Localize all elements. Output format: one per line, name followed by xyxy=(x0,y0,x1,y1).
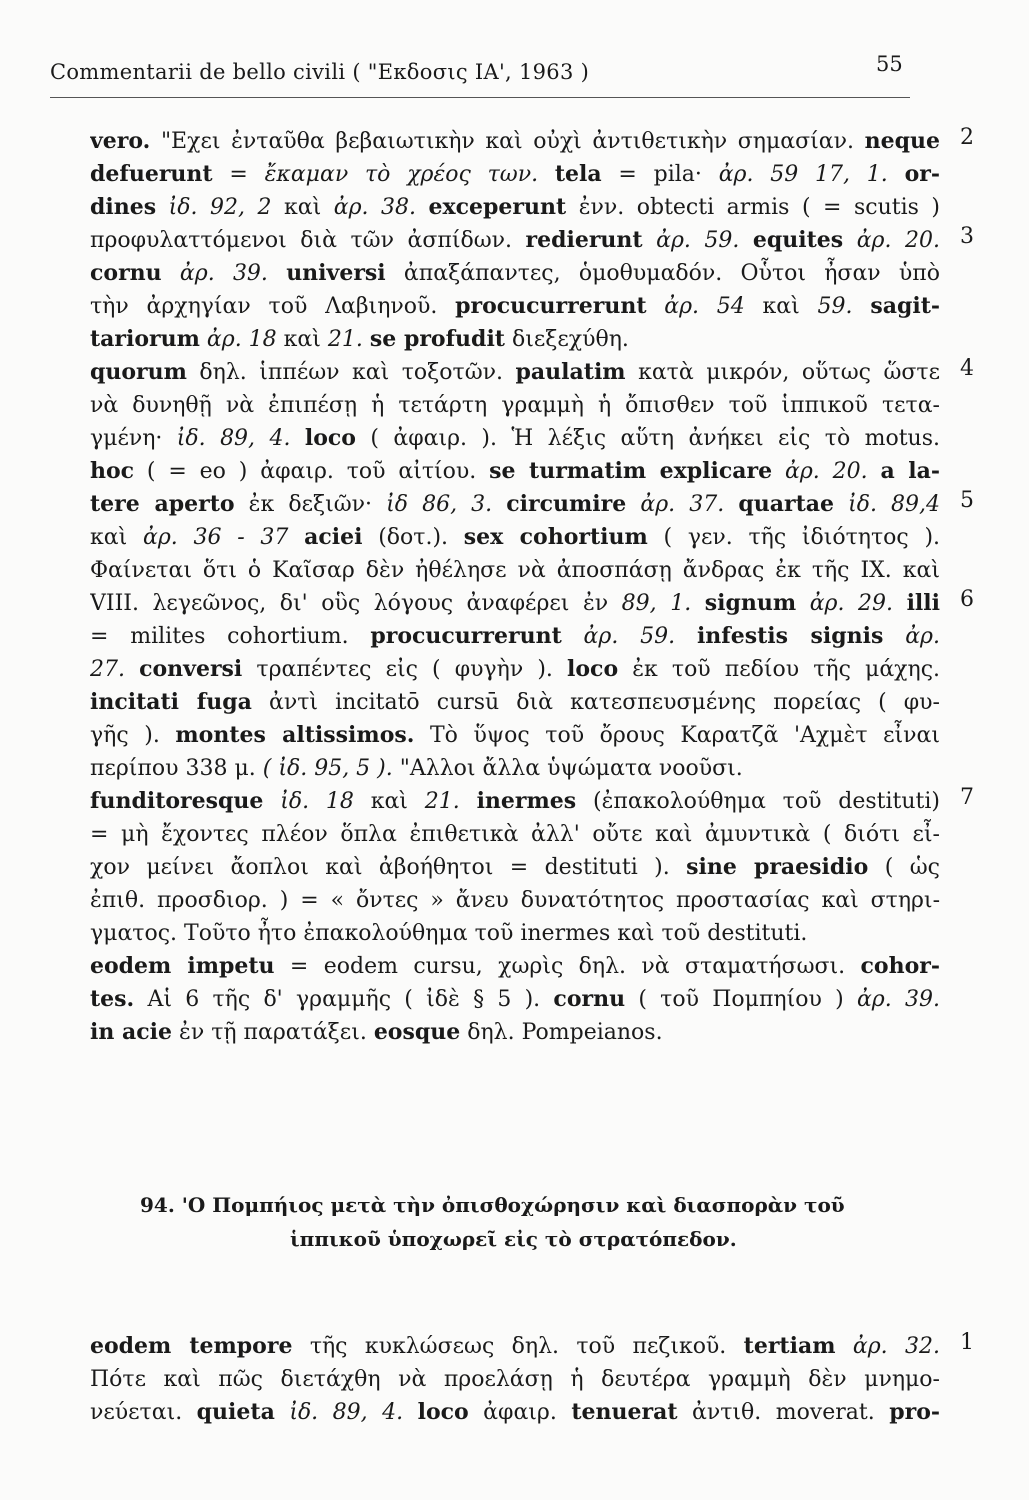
section-heading xyxy=(140,1188,880,1256)
paragraph-number: 4 xyxy=(960,356,974,381)
line-text: = μὴ ἔχοντες πλέον ὅπλα ἐπιθετικὰ ἀλλ' οὔτε καὶ ἀμυντικὰ ( διότι εἶ- xyxy=(90,822,940,847)
page-number: 55 xyxy=(876,52,903,76)
line-text: tes. Αἱ 6 τῆς δ' γραμμῆς ( ἰδὲ § 5 ). cornu ( τοῦ Πομπηίου ) ἀρ. 39. xyxy=(90,986,940,1012)
header-rule xyxy=(50,97,910,98)
paragraph-number: 6 xyxy=(960,587,974,612)
section-heading-line-2: ἱππικοῦ ὑποχωρεῖ εἰς τὸ στρατόπεδον. xyxy=(290,1227,737,1251)
text-line xyxy=(90,356,974,389)
line-text: Φαίνεται ὅτι ὁ Καῖσαρ δὲν ἠθέλησε νὰ ἀποσπάσῃ ἄνδρας ἐκ τῆς IX. καὶ xyxy=(90,558,940,583)
text-line xyxy=(90,488,974,521)
line-text: VIII. λεγεῶνος, δι' οὓς λόγους ἀναφέρει ἐν 89, 1. signum ἀρ. 29. illi xyxy=(90,590,940,616)
section-94-body xyxy=(90,1330,974,1429)
line-text: Πότε καὶ πῶς διετάχθη νὰ προελάσῃ ἡ δευτέρα γραμμὴ δὲν μνημο- xyxy=(90,1367,940,1392)
text-line xyxy=(90,719,940,752)
text-line xyxy=(90,422,940,455)
line-text: προφυλαττόμενοι διὰ τῶν ἀσπίδων. redierunt ἀρ. 59. equites ἀρ. 20. xyxy=(90,227,940,253)
line-text: tariorum ἀρ. 18 καὶ 21. se profudit διεξεχύθη. xyxy=(90,326,629,352)
line-text: ἐπιθ. προσδιορ. ) = « ὄντες » ἄνευ δυνατότητος προστασίας καὶ στηρι- xyxy=(90,888,940,913)
line-text: eodem impetu = eodem cursu, χωρὶς δηλ. νὰ σταματήσωσι. cohor- xyxy=(90,953,940,979)
text-line xyxy=(90,158,940,191)
text-line xyxy=(90,917,940,950)
line-text: funditoresque ἰδ. 18 καὶ 21. inermes (ἐπακολούθημα τοῦ destituti) xyxy=(90,788,940,814)
text-line xyxy=(90,950,940,983)
text-line xyxy=(90,1363,940,1396)
line-text: χον μείνει ἄοπλοι καὶ ἀβοήθητοι = destituti ). sine praesidio ( ὡς xyxy=(90,854,940,880)
paragraph-number: 7 xyxy=(960,785,974,810)
text-line xyxy=(90,983,940,1016)
running-header: Commentarii de bello civili ( "Εκδοσις ΙΑ', 1963 ) xyxy=(50,60,590,84)
text-line xyxy=(90,554,940,587)
text-line xyxy=(90,1016,940,1049)
text-line xyxy=(90,323,940,356)
text-line xyxy=(90,521,940,554)
text-line xyxy=(90,257,940,290)
text-line xyxy=(90,785,974,818)
text-line xyxy=(90,686,940,719)
commentary-body xyxy=(90,125,974,1049)
line-text: 27. conversi τραπέντες εἰς ( φυγὴν ). loco ἐκ τοῦ πεδίου τῆς μάχης. xyxy=(90,656,940,682)
line-text: γματος. Τοῦτο ἦτο ἐπακολούθημα τοῦ inermes καὶ τοῦ destituti. xyxy=(90,921,808,946)
text-line xyxy=(90,455,940,488)
line-text: γῆς ). montes altissimos. Τὸ ὕψος τοῦ ὄρους Καρατζᾶ 'Αχμὲτ εἶναι xyxy=(90,722,940,748)
line-text: defuerunt = ἔκαμαν τὸ χρέος των. tela = pila· ἀρ. 59 17, 1. or- xyxy=(90,161,940,187)
text-line xyxy=(90,884,940,917)
text-line xyxy=(90,1396,940,1429)
paragraph-number: 2 xyxy=(960,125,974,150)
section-heading-line-1: 94. 'Ο Πομπήιος μετὰ τὴν ὀπισθοχώρησιν καὶ διασπορὰν τοῦ xyxy=(140,1193,845,1217)
text-line xyxy=(90,191,940,224)
line-text: hoc ( = eo ) ἀφαιρ. τοῦ αἰτίου. se turmatim explicare ἀρ. 20. a la- xyxy=(90,458,940,484)
text-line xyxy=(90,653,940,686)
text-line xyxy=(90,851,940,884)
text-line xyxy=(90,125,974,158)
line-text: eodem tempore τῆς κυκλώσεως δηλ. τοῦ πεζικοῦ. tertiam ἀρ. 32. xyxy=(90,1333,940,1359)
line-text: περίπου 338 μ. ( ἰδ. 95, 5 ). "Αλλοι ἄλλα ὑψώματα νοοῦσι. xyxy=(90,756,743,781)
line-text: καὶ ἀρ. 36 - 37 aciei (δοτ.). sex cohortium ( γεν. τῆς ἰδιότητος ). xyxy=(90,524,940,550)
line-text: νεύεται. quieta ἰδ. 89, 4. loco ἀφαιρ. tenuerat ἀντιθ. moverat. pro- xyxy=(90,1399,940,1425)
text-line xyxy=(90,620,940,653)
line-text: in acie ἐν τῇ παρατάξει. eosque δηλ. Pompeianos. xyxy=(90,1019,663,1045)
line-text: γμένη· ἰδ. 89, 4. loco ( ἀφαιρ. ). Ἡ λέξις αὕτη ἀνήκει εἰς τὸ motus. xyxy=(90,425,940,451)
line-text: tere aperto ἐκ δεξιῶν· ἰδ 86, 3. circumire ἀρ. 37. quartae ἰδ. 89,4 xyxy=(90,491,940,517)
text-line xyxy=(90,1330,974,1363)
text-line xyxy=(90,224,974,257)
paragraph-number: 5 xyxy=(960,488,974,513)
paragraph-number: 3 xyxy=(960,224,974,249)
line-text: vero. "Εχει ἐνταῦθα βεβαιωτικὴν καὶ οὐχὶ ἀντιθετικὴν σημασίαν. neque xyxy=(90,128,940,154)
text-line xyxy=(90,818,940,851)
paragraph-number: 1 xyxy=(960,1330,974,1355)
line-text: νὰ δυνηθῇ νὰ ἐπιπέσῃ ἡ τετάρτη γραμμὴ ἡ ὄπισθεν τοῦ ἱππικοῦ τετα- xyxy=(90,393,940,418)
line-text: τὴν ἀρχηγίαν τοῦ Λαβιηνοῦ. procucurrerunt ἀρ. 54 καὶ 59. sagit- xyxy=(90,293,940,319)
line-text: dines ἰδ. 92, 2 καὶ ἀρ. 38. exceperunt ἐνν. obtecti armis ( = scutis ) xyxy=(90,194,940,220)
line-text: cornu ἀρ. 39. universi ἀπαξάπαντες, ὁμοθυμαδόν. Οὗτοι ἦσαν ὑπὸ xyxy=(90,260,940,286)
line-text: = milites cohortium. procucurrerunt ἀρ. 59. infestis signis ἀρ. xyxy=(90,623,940,649)
line-text: incitati fuga ἀντὶ incitatō cursū διὰ κατεσπευσμένης πορείας ( φυ- xyxy=(90,689,940,715)
text-line xyxy=(90,290,940,323)
text-line xyxy=(90,587,974,620)
line-text: quorum δηλ. ἱππέων καὶ τοξοτῶν. paulatim κατὰ μικρόν, οὕτως ὥστε xyxy=(90,359,940,385)
text-line xyxy=(90,752,940,785)
text-line xyxy=(90,389,940,422)
